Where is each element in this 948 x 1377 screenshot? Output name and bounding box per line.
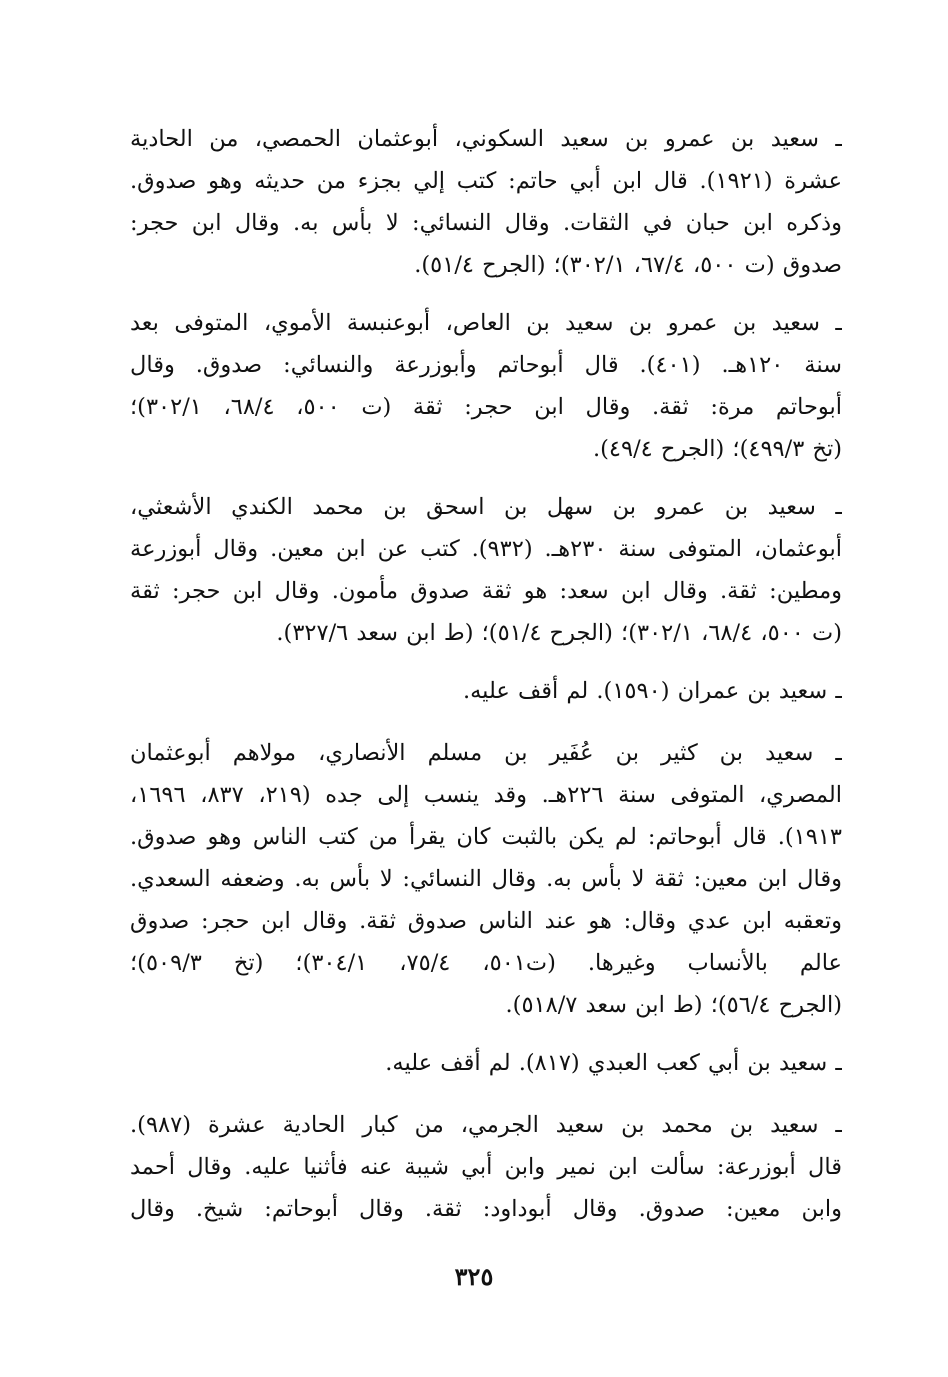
entry-said-ibn-amr-al-kindi: [130, 486, 842, 654]
entry-said-ibn-muhammad-al-jarmi: [130, 1104, 842, 1230]
text-line: سنة ١٢٠هـ. (٤٠١). قال أبوحاتم وأبوزرعة والنسائي: صدوق. وقال: [130, 352, 842, 378]
entry-said-ibn-kathir: [130, 732, 842, 1026]
text-line: (ت ٥٠٠، ٦٨/٤، ٣٠٢/١)؛ (الجرح ٥١/٤)؛ (ط ابن سعد ٣٢٧/٦).: [276, 620, 842, 646]
text-line: ١٩١٣). قال أبوحاتم: لم يكن بالثبت كان يقرأ من كتب الناس وهو صدوق.: [130, 824, 842, 850]
text-line: ومطين: ثقة. وقال ابن سعد: هو ثقة صدوق مأمون. وقال ابن حجر: ثقة: [130, 578, 842, 604]
entry-said-ibn-abi-kab: [130, 1042, 842, 1084]
text-line: وقال ابن معين: ثقة لا بأس به. وقال النسائي: لا بأس به. وضعفه السعدي.: [130, 866, 842, 892]
text-line: قال أبوزرعة: سألت ابن نمير وابن أبي شيبة عنه فأثنيا عليه. وقال أحمد: [130, 1154, 842, 1180]
text-line: ـ سعيد بن أبي كعب العبدي (٨١٧). لم أقف عليه.: [385, 1050, 842, 1076]
text-line: المصري، المتوفى سنة ٢٢٦هـ. وقد ينسب إلى جده (٢١٩، ٨٣٧، ١٦٩٦،: [130, 782, 842, 808]
text-line: وتعقبه ابن عدي وقال: هو عند الناس صدوق ثقة. وقال ابن حجر: صدوق: [130, 908, 842, 934]
text-line: (الجرح ٥٦/٤)؛ (ط ابن سعد ٥١٨/٧).: [505, 992, 842, 1018]
entry-said-ibn-amr-al-sakuni: [130, 118, 842, 286]
text-line: ـ سعيد بن عمرو بن سعيد السكوني، أبوعثمان الحمصي، من الحادية: [130, 126, 842, 152]
text-line: ـ سعيد بن كثير بن عُفَير بن مسلم الأنصاري، مولاهم أبوعثمان: [130, 740, 842, 766]
text-line: ـ سعيد بن عمران (١٥٩٠). لم أقف عليه.: [462, 678, 842, 704]
entry-said-ibn-amr-al-umawi: [130, 302, 842, 470]
text-line: (تخ ٤٩٩/٣)؛ (الجرح ٤٩/٤).: [592, 436, 842, 462]
entry-said-ibn-imran: [130, 670, 842, 712]
page-text: [130, 118, 842, 1278]
text-line: ـ سعيد بن محمد بن سعيد الجرمي، من كبار الحادية عشرة (٩٨٧).: [130, 1112, 842, 1138]
text-line: عشرة (١٩٢١). قال ابن أبي حاتم: كتب إلي بجزء من حديثه وهو صدوق.: [130, 168, 842, 194]
text-line: أبوعثمان، المتوفى سنة ٢٣٠هـ. (٩٣٢). كتب عن ابن معين. وقال أبوزرعة: [130, 536, 842, 562]
text-line: ـ سعيد بن عمرو بن سعيد بن العاص، أبوعنبسة الأموي، المتوفى بعد: [130, 310, 842, 336]
text-line: أبوحاتم مرة: ثقة. وقال ابن حجر: ثقة (ت ٥٠٠، ٦٨/٤، ٣٠٢/١)؛: [130, 394, 842, 420]
text-line: صدوق (ت ٥٠٠، ٦٧/٤، ٣٠٢/١)؛ (الجرح ٥١/٤).: [414, 252, 842, 278]
text-line: وابن معين: صدوق. وقال أبوداود: ثقة. وقال أبوحاتم: شيخ. وقال: [130, 1196, 842, 1222]
page-number: ٣٢٥: [454, 1262, 494, 1291]
text-line: عالم بالأنساب وغيرها. (ت٥٠١، ٧٥/٤، ٣٠٤/١)؛ (تخ ٥٠٩/٣)؛: [130, 950, 842, 976]
text-line: ـ سعيد بن عمرو بن سهل بن اسحق بن محمد الكندي الأشعثي،: [130, 494, 842, 520]
text-line: وذكره ابن حبان في الثقات. وقال النسائي: لا بأس به. وقال ابن حجر:: [130, 210, 842, 236]
